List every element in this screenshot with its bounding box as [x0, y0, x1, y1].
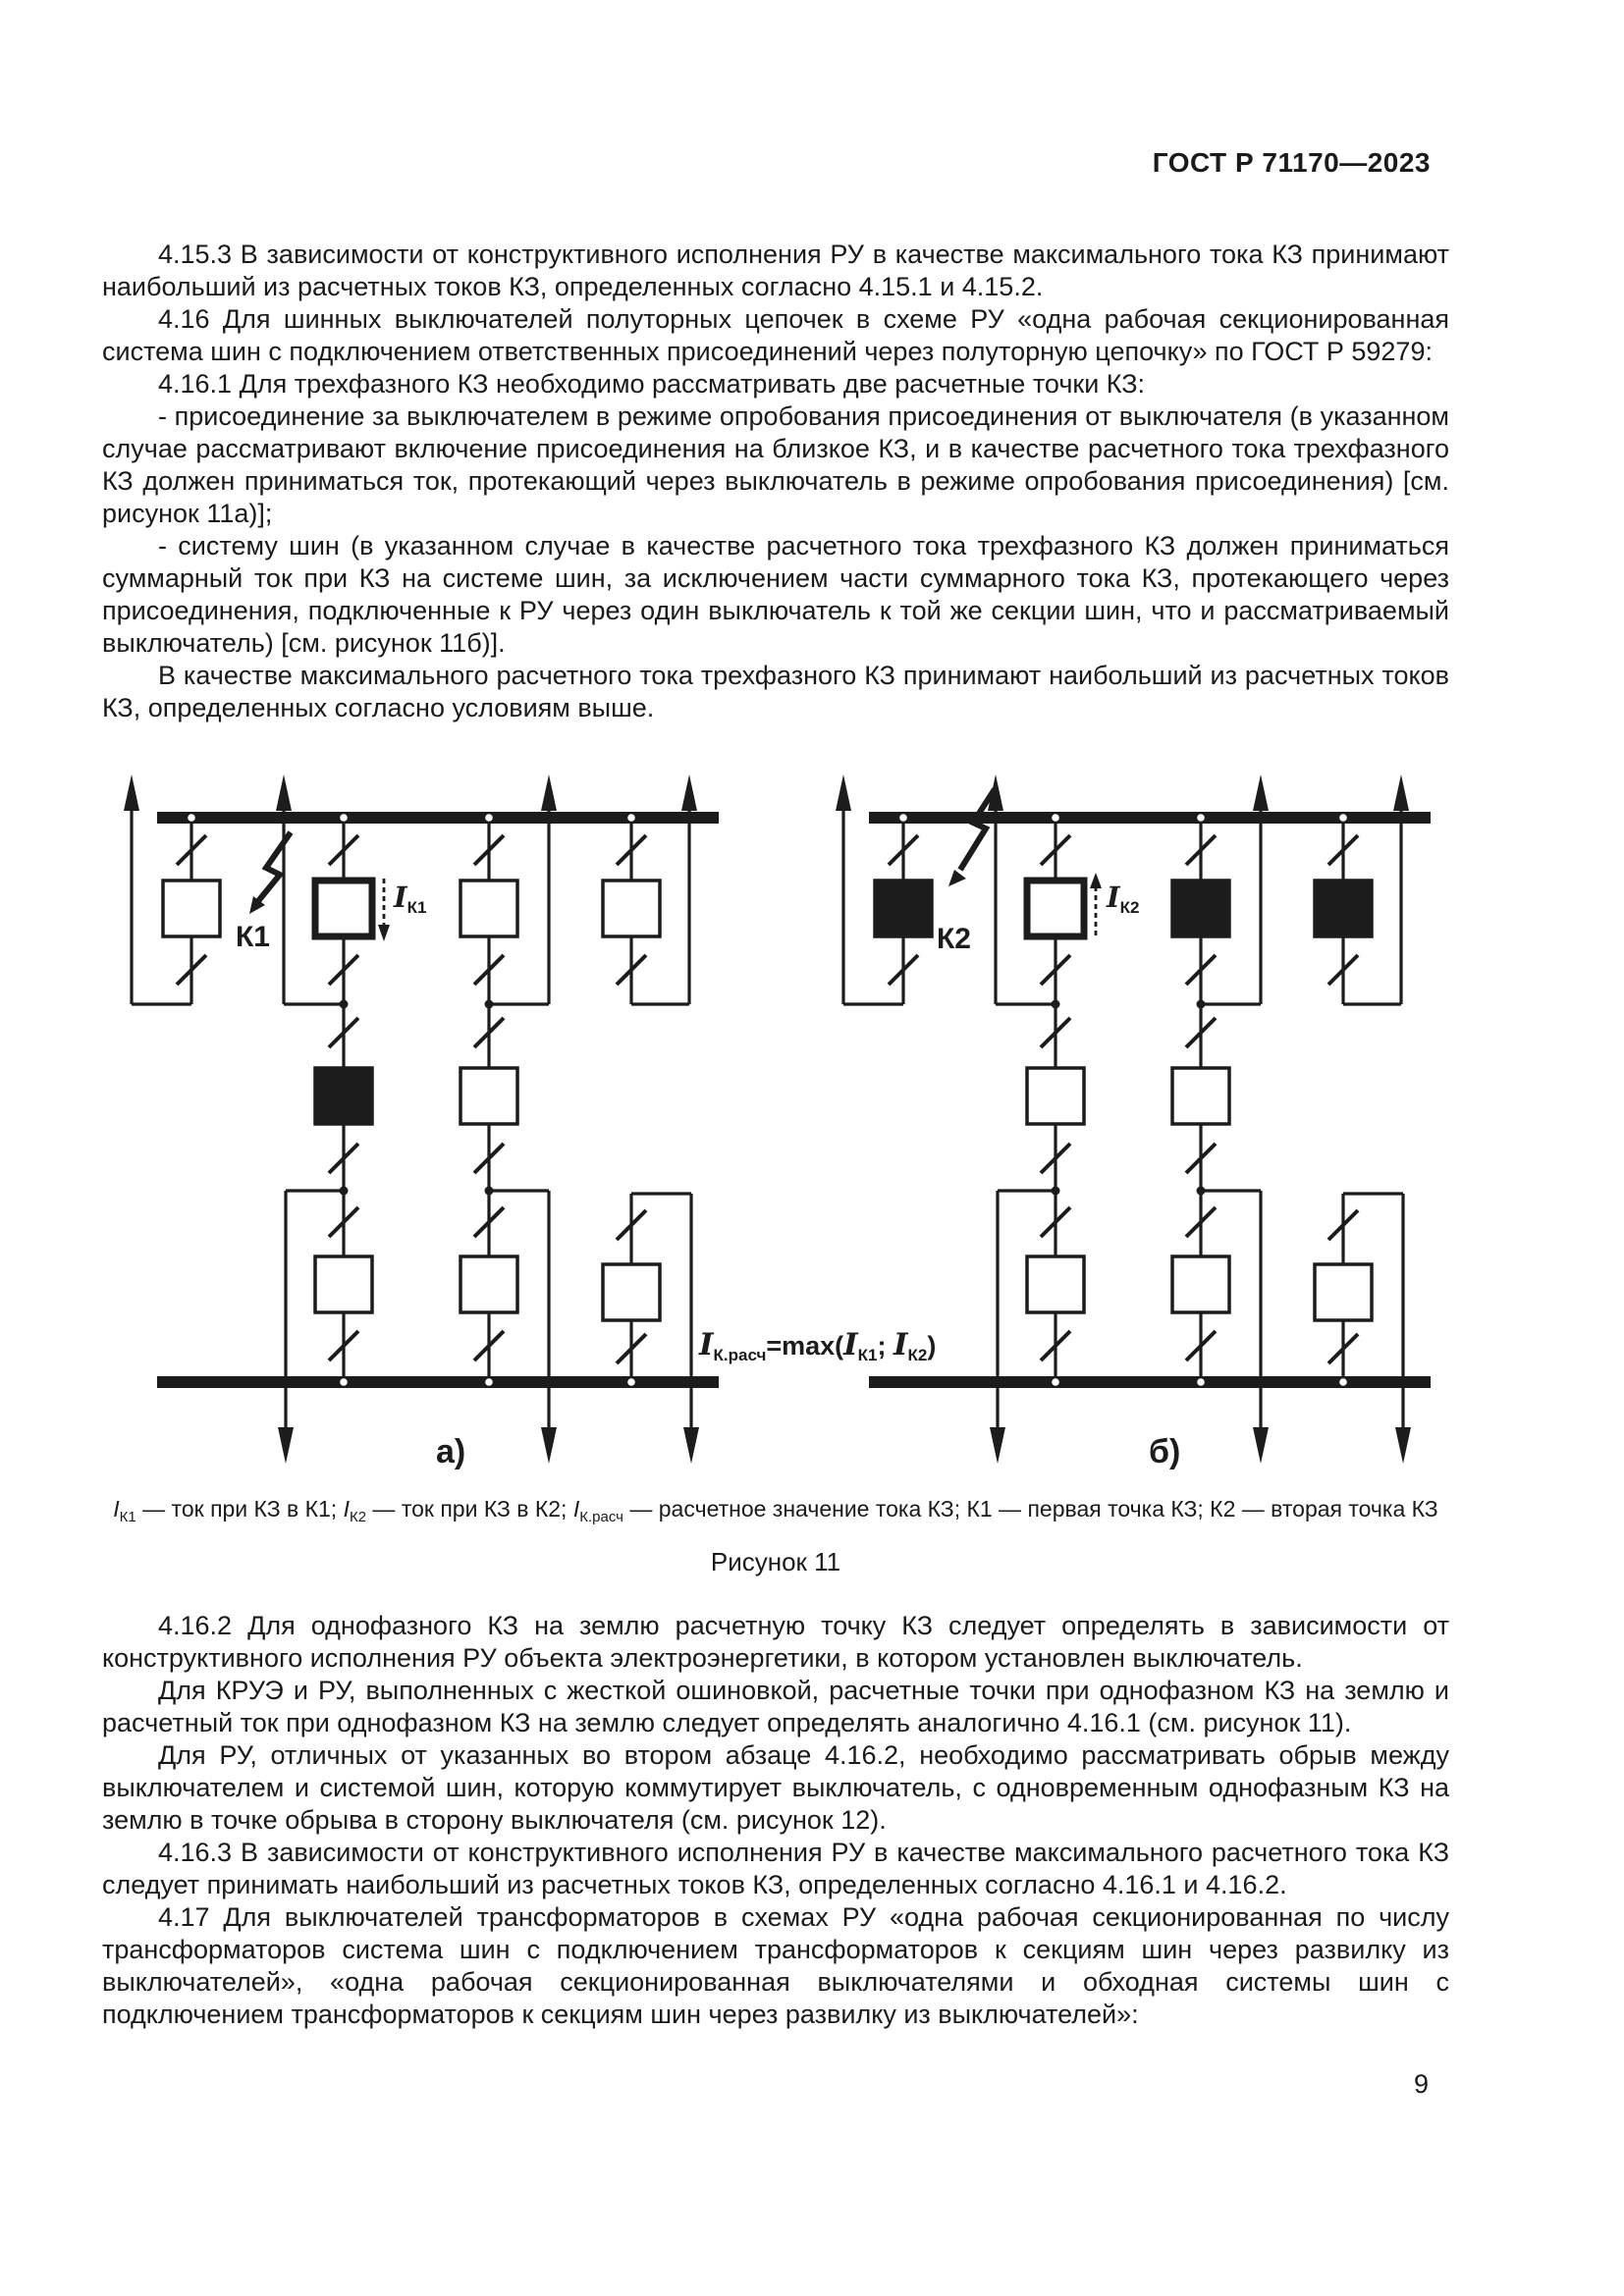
- caption-i1: I: [113, 1496, 120, 1522]
- lightning-bolt-k2-icon: [960, 789, 995, 870]
- feeder-down-arrow: [990, 1427, 1005, 1464]
- paragraph-max-current: В качестве максимального расчетного тока трехфазного КЗ принимают наибольший из расчетных токов КЗ, определенных согласно условиям выше.: [102, 661, 1449, 722]
- caption-sub3: К.расч: [579, 1509, 623, 1525]
- current-arrow-ik1-tip: [378, 925, 390, 941]
- formula-max-current: [699, 1327, 936, 1365]
- feeder-up-arrow: [541, 774, 557, 811]
- lower-breaker-box: [460, 1256, 517, 1312]
- caption-i2: I: [343, 1496, 350, 1522]
- paragraph-4-15-3: 4.15.3 В зависимости от конструктивного исполнения РУ в качестве максимального тока КЗ принимают наибольший из расчетных токов КЗ, определенных согласно 4.15.1 и 4.15.2.: [102, 240, 1449, 301]
- feeder-down-arrow: [541, 1427, 557, 1464]
- upper-breaker-box: [1027, 881, 1084, 936]
- paragraph-bullet-bus-system: - систему шин (в указанном случае в качестве расчетного тока трехфазного КЗ должен приниматься суммарный ток при КЗ на системе шин, за исключением части суммарного тока КЗ, протекающего через присоединения, подключенные к РУ через один выключатель к той же секции шин, что и рассматриваемый выключатель) [см. рисунок 11б)].: [102, 531, 1449, 658]
- lower-breaker-box: [315, 1256, 372, 1312]
- paragraph-break: Для РУ, отличных от указанных во втором абзаце 4.16.2, необходимо рассматривать обрыв между выключателем и системой шин, которую коммутирует выключатель, с одновременным однофазным КЗ на землю в точке обрыва в сторону выключателя (см. рисунок 12).: [102, 1740, 1449, 1835]
- upper-breaker-box: [875, 881, 932, 936]
- body-text-bottom: [102, 1610, 1449, 2031]
- formula-i3: I: [893, 1327, 908, 1362]
- formula-i2: I: [843, 1327, 858, 1362]
- middle-breaker-box: [1172, 1068, 1229, 1124]
- figure-caption: [102, 1496, 1449, 1525]
- lower-breaker-box: [603, 1264, 660, 1320]
- feeder-up-arrow: [836, 774, 851, 811]
- upper-breaker-box: [1172, 881, 1229, 936]
- feeder-up-arrow: [1393, 774, 1409, 811]
- caption-text1: — ток при КЗ в К1;: [135, 1496, 344, 1522]
- formula-i1: I: [699, 1327, 714, 1362]
- caption-text2: — ток при КЗ в К2;: [366, 1496, 573, 1522]
- upper-breaker-box: [460, 881, 517, 936]
- formula-equals-max: =max(: [766, 1331, 844, 1361]
- paragraph-4-17: 4.17 Для выключателей трансформаторов в схемах РУ «одна рабочая секционированная по числу трансформаторов система шин с подключением трансформаторов к секциям шин через развилку из выключателей», «одна рабочая секционированная выключателями и обходная системы шин с подключением трансформаторов к секциям шин через развилку из выключателей»:: [102, 1902, 1449, 2029]
- paragraph-4-16-1: 4.16.1 Для трехфазного КЗ необходимо рассматривать две расчетные точки КЗ:: [158, 369, 1146, 399]
- middle-breaker-box: [315, 1068, 372, 1124]
- subfigure-b-label: б): [1149, 1433, 1181, 1470]
- upper-breaker-box: [163, 881, 220, 936]
- page-number: 9: [1414, 2069, 1430, 2099]
- caption-i3: I: [572, 1496, 580, 1522]
- lower-breaker-box: [1315, 1264, 1372, 1320]
- formula-sub3: К2: [907, 1346, 928, 1364]
- current-arrow-ik2-tip: [1090, 873, 1102, 888]
- feeder-up-arrow: [276, 774, 292, 811]
- caption-sub2: К2: [349, 1509, 367, 1525]
- page-header: ГОСТ Р 71170—2023: [1152, 147, 1431, 178]
- feeder-down-arrow: [1395, 1427, 1411, 1464]
- lightning-bolt-k1-icon: [258, 832, 291, 901]
- fault-point-k2-label: К2: [937, 923, 971, 955]
- caption-text3: — расчетное значение тока КЗ; К1 — первая точка КЗ; К2 — вторая точка КЗ: [623, 1496, 1438, 1522]
- current-ik2-label: [1107, 881, 1139, 918]
- paragraph-4-16-2: 4.16.2 Для однофазного КЗ на землю расчетную точку КЗ следует определять в зависимости от конструктивного исполнения РУ объекта электроэнергетики, в котором установлен выключатель.: [102, 1611, 1449, 1673]
- feeder-down-arrow: [278, 1427, 294, 1464]
- current-ik1-symbol: I: [394, 881, 407, 914]
- upper-breaker-box: [1315, 881, 1372, 936]
- current-ik1-label: [394, 881, 426, 918]
- middle-breaker-box: [460, 1068, 517, 1124]
- feeder-down-arrow: [683, 1427, 699, 1464]
- formula-sub2: К1: [857, 1346, 878, 1364]
- subfigure-a-label: а): [436, 1433, 466, 1470]
- feeder-down-arrow: [1253, 1427, 1269, 1464]
- paragraph-krue: Для КРУЭ и РУ, выполненных с жесткой ошиновкой, расчетные точки при однофазном КЗ на землю и расчетный ток при однофазном КЗ на землю следует определять аналогично 4.16.1 (см. рисунок 11).: [102, 1676, 1449, 1737]
- paragraph-bullet-connection: - присоединение за выключателем в режиме опробования присоединения от выключателя (в указанном случае рассматривают включение присоединения на близкое КЗ, и в качестве расчетного тока трехфазного КЗ должен приниматься ток, протекающий через выключатель в режиме опробования присоединения) [см. рисунок 11а)];: [102, 401, 1449, 528]
- formula-close-paren: ): [927, 1331, 937, 1361]
- feeder-up-arrow: [1253, 774, 1269, 811]
- diagram-a: [124, 774, 719, 1464]
- feeder-up-arrow: [681, 774, 697, 811]
- current-ik2-symbol: I: [1107, 881, 1120, 914]
- upper-breaker-box: [315, 881, 372, 936]
- feeder-up-arrow: [124, 774, 139, 811]
- figure-number-label: Рисунок 11: [710, 1547, 841, 1576]
- current-ik1-subscript: К1: [406, 898, 427, 917]
- formula-separator: ;: [877, 1331, 894, 1361]
- current-ik2-subscript: К2: [1119, 898, 1140, 917]
- upper-breaker-box: [603, 881, 660, 936]
- fault-point-k1-label: К1: [236, 921, 270, 953]
- lightning-bolt-k2-tip: [948, 870, 966, 886]
- paragraph-4-16: 4.16 Для шинных выключателей полуторных цепочек в схеме РУ «одна рабочая секционированная система шин с подключением ответственных присоединений через полуторную цепочку» по ГОСТ Р 59279:: [102, 304, 1449, 366]
- middle-breaker-box: [1027, 1068, 1084, 1124]
- caption-sub1: К1: [119, 1509, 136, 1525]
- paragraph-4-16-3: 4.16.3 В зависимости от конструктивного исполнения РУ в качестве максимального расчетного тока КЗ следует принимать наибольший из расчетных токов КЗ, определенных согласно 4.16.1 и 4.16.2.: [102, 1838, 1449, 1899]
- formula-sub1: К.расч: [713, 1346, 767, 1364]
- lower-breaker-box: [1172, 1256, 1229, 1312]
- lower-breaker-box: [1027, 1256, 1084, 1312]
